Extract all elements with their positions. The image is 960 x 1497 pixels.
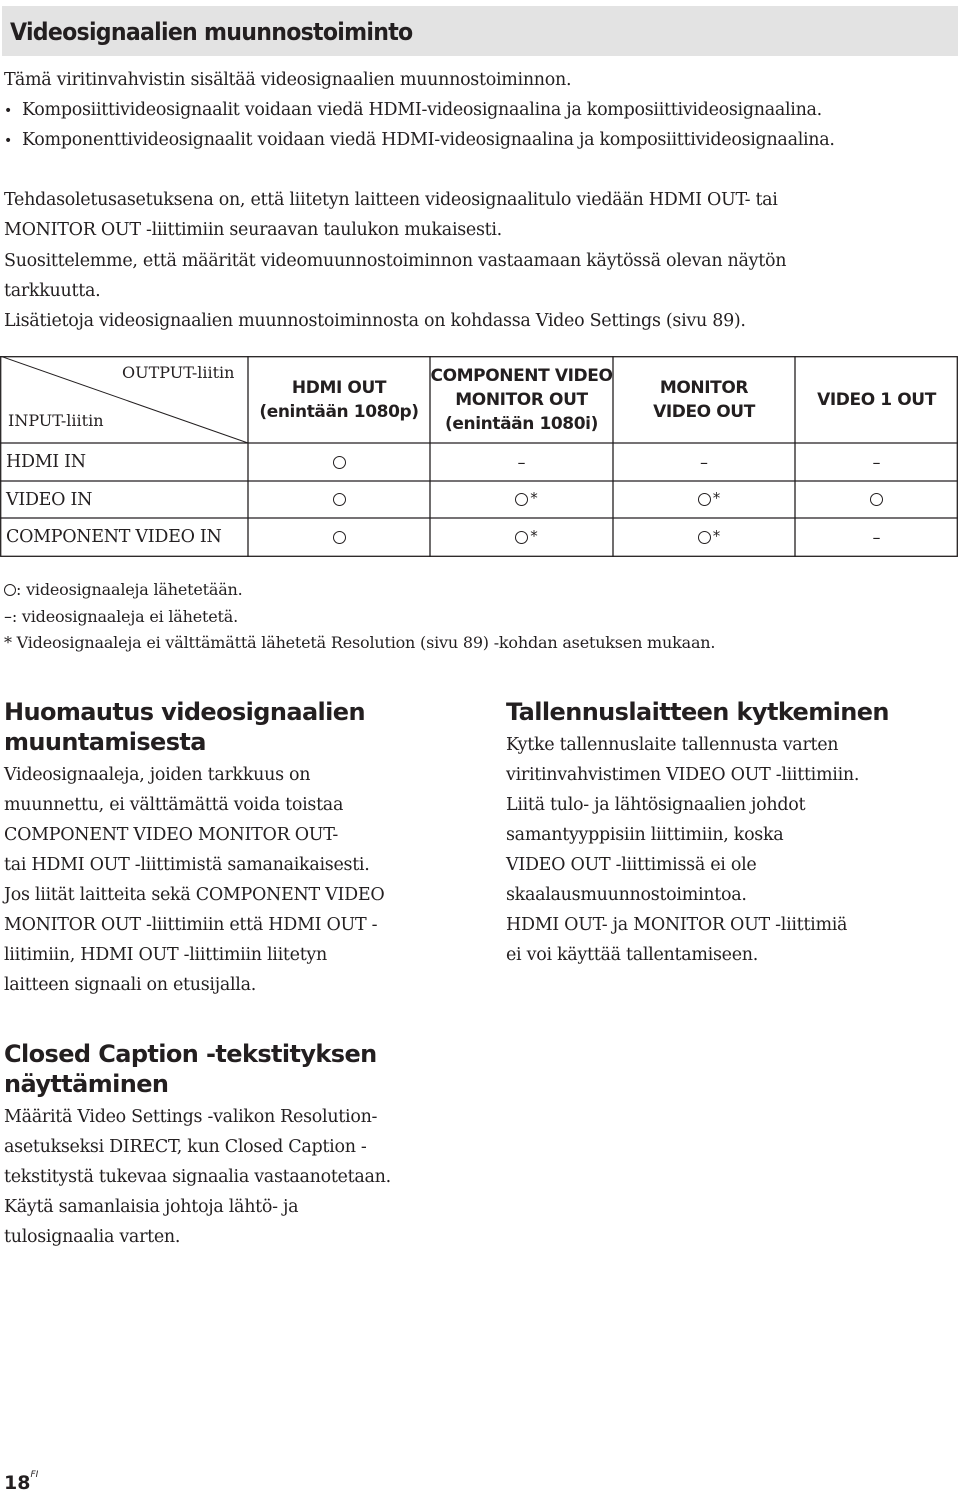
circle-symbol	[4, 584, 16, 596]
legend-star: * Videosignaaleja ei välttämättä lähetetä Resolution (sivu 89) -kohdan asetuksen mukaan.	[4, 633, 716, 652]
caption-body: Määritä Video Settings -valikon Resolution- asetukseksi DIRECT, kun Closed Caption - tekstitystä tukevaa signaalia vastaanotetaan. Käytä samanlaisia johtoja lähtö- ja tulosignaalia varten.	[4, 1107, 391, 1247]
signal-table	[0, 356, 958, 557]
dash-mark: –	[872, 452, 881, 472]
table-cell	[613, 481, 795, 518]
column-header: MONITOR VIDEO OUT	[653, 377, 755, 422]
page-number-value: 18	[4, 1472, 31, 1494]
legend-dash	[4, 607, 238, 626]
table-cell	[430, 481, 613, 518]
intro-bullet	[4, 130, 835, 150]
table-cell	[248, 518, 430, 557]
paragraph-line: Lisätietoja videosignaalien muunnostoiminnosta on kohdassa Video Settings (sivu 89).	[4, 311, 746, 331]
dash-mark: –	[700, 452, 708, 472]
note-heading: Huomautus videosignaalien muuntamisesta	[4, 698, 365, 756]
star-mark: *	[530, 526, 538, 545]
legend-circle	[4, 580, 243, 599]
table-cell	[795, 481, 958, 518]
recorder-heading: Tallennuslaitteen kytkeminen	[506, 698, 889, 726]
circle-icon	[698, 493, 711, 506]
row-label: HDMI IN	[6, 452, 86, 472]
circle-star-mark	[698, 488, 721, 507]
table-cell	[795, 518, 958, 557]
circle-icon	[698, 531, 711, 544]
column-header: COMPONENT VIDEO MONITOR OUT (enintään 1080i)	[430, 365, 613, 434]
intro-bullet-text: Komponenttivideosignaalit voidaan viedä HDMI-videosignaalina ja komposiittivideosignaalina.	[22, 130, 835, 150]
circle-star-mark	[698, 526, 721, 545]
circle-icon	[870, 493, 883, 506]
circle-star-mark	[515, 526, 538, 545]
note-body: Videosignaaleja, joiden tarkkuus on muunnettu, ei välttämättä voida toistaa COMPONENT VIDEO MONITOR OUT- tai HDMI OUT -liittimistä samanaikaisesti. Jos liität laitteita sekä COMPONENT VIDEO MONITOR OUT -liittimiin että HDMI OUT - liitimiin, HDMI OUT -liittimiin liitetyn laitteen signaali on etusijalla.	[4, 765, 385, 995]
circle-icon	[333, 456, 346, 469]
page-language: FI	[30, 1470, 39, 1480]
star-mark: *	[712, 488, 721, 507]
table-cell	[613, 518, 795, 557]
column-header: HDMI OUT (enintään 1080p)	[259, 377, 419, 422]
caption-heading: Closed Caption -tekstityksen näyttäminen	[4, 1040, 377, 1098]
legend-dash-text: : videosignaaleja ei lähetetä.	[11, 607, 238, 626]
corner-input-label: INPUT-liitin	[8, 411, 104, 430]
circle-mark	[333, 531, 346, 544]
circle-mark	[333, 493, 346, 506]
circle-star-mark	[515, 488, 538, 507]
row-label: COMPONENT VIDEO IN	[6, 527, 222, 547]
circle-mark	[333, 456, 346, 469]
paragraph-line: tarkkuutta.	[4, 281, 101, 301]
column-header: VIDEO 1 OUT	[817, 389, 936, 410]
table-cell	[430, 518, 613, 557]
legend-circle-text: : videosignaaleja lähetetään.	[16, 580, 243, 599]
table-cell	[795, 443, 958, 481]
title-bar	[2, 6, 958, 56]
dash-mark: –	[517, 452, 526, 472]
table-cell	[430, 443, 613, 481]
recorder-body: Kytke tallennuslaite tallennusta varten viritinvahvistimen VIDEO OUT -liittimiin. Liitä tulo- ja lähtösignaalien johdot samantyyppisiin liittimiin, koska VIDEO OUT -liittimissä ei ole skaalausmuunnostoimintoa. HDMI OUT- ja MONITOR OUT -liittimiä ei voi käyttää tallentamiseen.	[506, 735, 860, 965]
star-mark: *	[712, 526, 721, 545]
circle-icon	[333, 531, 346, 544]
intro-bullet-text: Komposiittivideosignaalit voidaan viedä HDMI-videosignaalina ja komposiittivideosignaalina.	[22, 100, 822, 120]
table-cell	[248, 481, 430, 518]
intro-bullet	[4, 100, 822, 120]
table-cell	[613, 443, 795, 481]
paragraph-line: Suosittelemme, että määrität videomuunnostoiminnon vastaamaan käytössä olevan näytön	[4, 251, 787, 271]
intro-lead: Tämä viritinvahvistin sisältää videosignaalien muunnostoiminnon.	[4, 70, 572, 90]
dash-mark: –	[872, 528, 881, 547]
paragraph-line: MONITOR OUT -liittimiin seuraavan taulukon mukaisesti.	[4, 220, 502, 240]
page-title: Videosignaalien muunnostoiminto	[10, 18, 413, 46]
star-mark: *	[530, 488, 538, 507]
row-label: VIDEO IN	[6, 490, 93, 510]
circle-icon	[515, 531, 528, 544]
table-cell	[248, 443, 430, 481]
corner-output-label: OUTPUT-liitin	[122, 363, 235, 382]
page-number	[4, 1472, 38, 1494]
dash-symbol: –	[4, 607, 12, 626]
circle-icon	[333, 493, 346, 506]
circle-mark	[870, 493, 883, 506]
paragraph-line: Tehdasoletusasetuksena on, että liitetyn laitteen videosignaalitulo viedään HDMI OUT- tai	[4, 190, 778, 210]
circle-icon	[515, 493, 528, 506]
